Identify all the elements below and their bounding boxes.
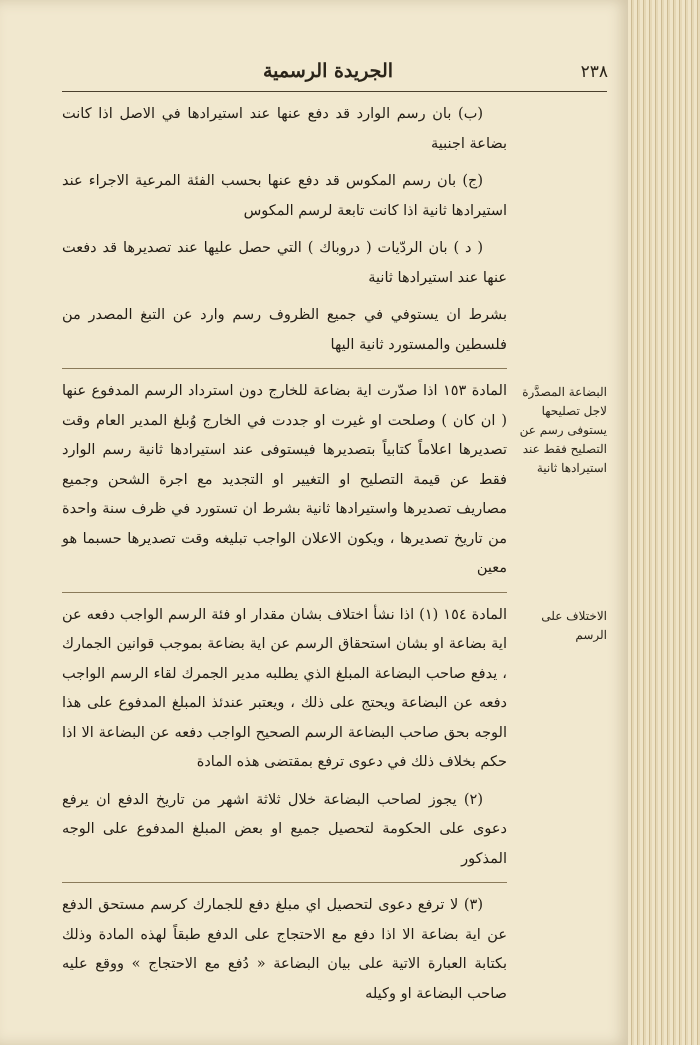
tobacco-condition: بشرط ان يستوفي في جميع الظروف رسم وارد عن التبغ المصدر من فلسطين والمستورد ثانية اليها bbox=[62, 307, 507, 353]
page-header bbox=[58, 58, 608, 88]
article-154-para-2: (٢) يجوز لصاحب البضاعة خلال ثلاثة اشهر من تاريخ الدفع ان يرفع دعوى على الحكومة لتحصيل جميع او بعض المبلغ المدفوع على الوجه المذكور bbox=[62, 791, 507, 867]
article-154 bbox=[62, 601, 607, 1010]
article-153 bbox=[62, 377, 607, 584]
clause-list bbox=[62, 100, 507, 360]
article-154-para-3: (٣) لا ترفع دعوى لتحصيل اي مبلغ دفع للجمارك كرسم مستحق الدفع عن اية بضاعة الا اذا دفع مع الاحتجاج على الدفع طبقاً لهذه المادة وذلك بكتابة العبارة الاتية على بيان البضاعة « دُفع مع الاحتجاج » ووقع عليه صاحب البضاعة او وكيله bbox=[62, 897, 507, 1002]
section-divider bbox=[62, 368, 507, 369]
journal-title: الجريدة الرسمية bbox=[262, 60, 394, 82]
header-rule bbox=[62, 91, 607, 92]
section-divider bbox=[62, 882, 507, 883]
section-divider bbox=[62, 592, 507, 593]
article-153-margin-note: البضاعة المصدَّرة لاجل تصليحها يستوفى رسم عن التصليح فقط عند استيرادها ثانية bbox=[519, 385, 607, 475]
clause-d: ( د ) بان الردّيات ( دروباك ) التي حصل عليها عند تصديرها قد دفعت عنها عند استيرادها ثانية bbox=[62, 240, 507, 286]
clause-b: (ب) بان رسم الوارد قد دفع عنها عند استيرادها في الاصل اذا كانت بضاعة اجنبية bbox=[62, 106, 507, 152]
article-154-para-1: المادة ١٥٤ (١) اذا نشأ اختلاف بشان مقدار او فئة الرسم الواجب دفعه عن اية بضاعة او بشان استحقاق الرسم عن اية بضاعة بموجب قوانين الجمارك ، يدفع صاحب البضاعة المبلغ الذي يطلبه مدير الجمرك لقاء الرسم الواجب دفعه عن البضاعة ويحتج على ذلك ، ويعتبر عندئذ المبلغ المدفوع على هذا الوجه بحق صاحب البضاعة الرسم الصحيح الواجب دفعه عن البضاعة الا اذا حكم بخلاف ذلك في دعوى ترفع بمقتضى هذه المادة bbox=[62, 606, 507, 770]
clause-j: (ج) بان رسم المكوس قد دفع عنها بحسب الفئة المرعية الاجراء عند استيرادها ثانية اذا كانت تابعة لرسم المكوس bbox=[62, 173, 507, 219]
article-154-margin-note: الاختلاف على الرسم bbox=[541, 608, 607, 642]
article-153-text: المادة ١٥٣ اذا صدّرت اية بضاعة للخارج دون استرداد الرسم المدفوع عنها ( ان كان ) وصلحت او غيرت او جددت في الخارج وُبلغ المدير العام وقت تصديرها اعلاماً كتابياً بتصديرها فيستوفى عند استيرادها ثانية رسم الوارد فقط عن قيمة التصليح او التغيير او التجديد مع اجرة الشحن وجميع مصاريف تصديرها واستيرادها ثانية بشرط ان تستورد في ظرف سنة واحدة من تاريخ تصديرها ، ويكون الاعلان الواجب تبليغه وقت تصديرها حسبما هو معين bbox=[62, 383, 507, 576]
page-body bbox=[62, 100, 607, 1017]
page-number: ٢٣٨ bbox=[580, 62, 608, 82]
page-edges bbox=[628, 0, 700, 1045]
